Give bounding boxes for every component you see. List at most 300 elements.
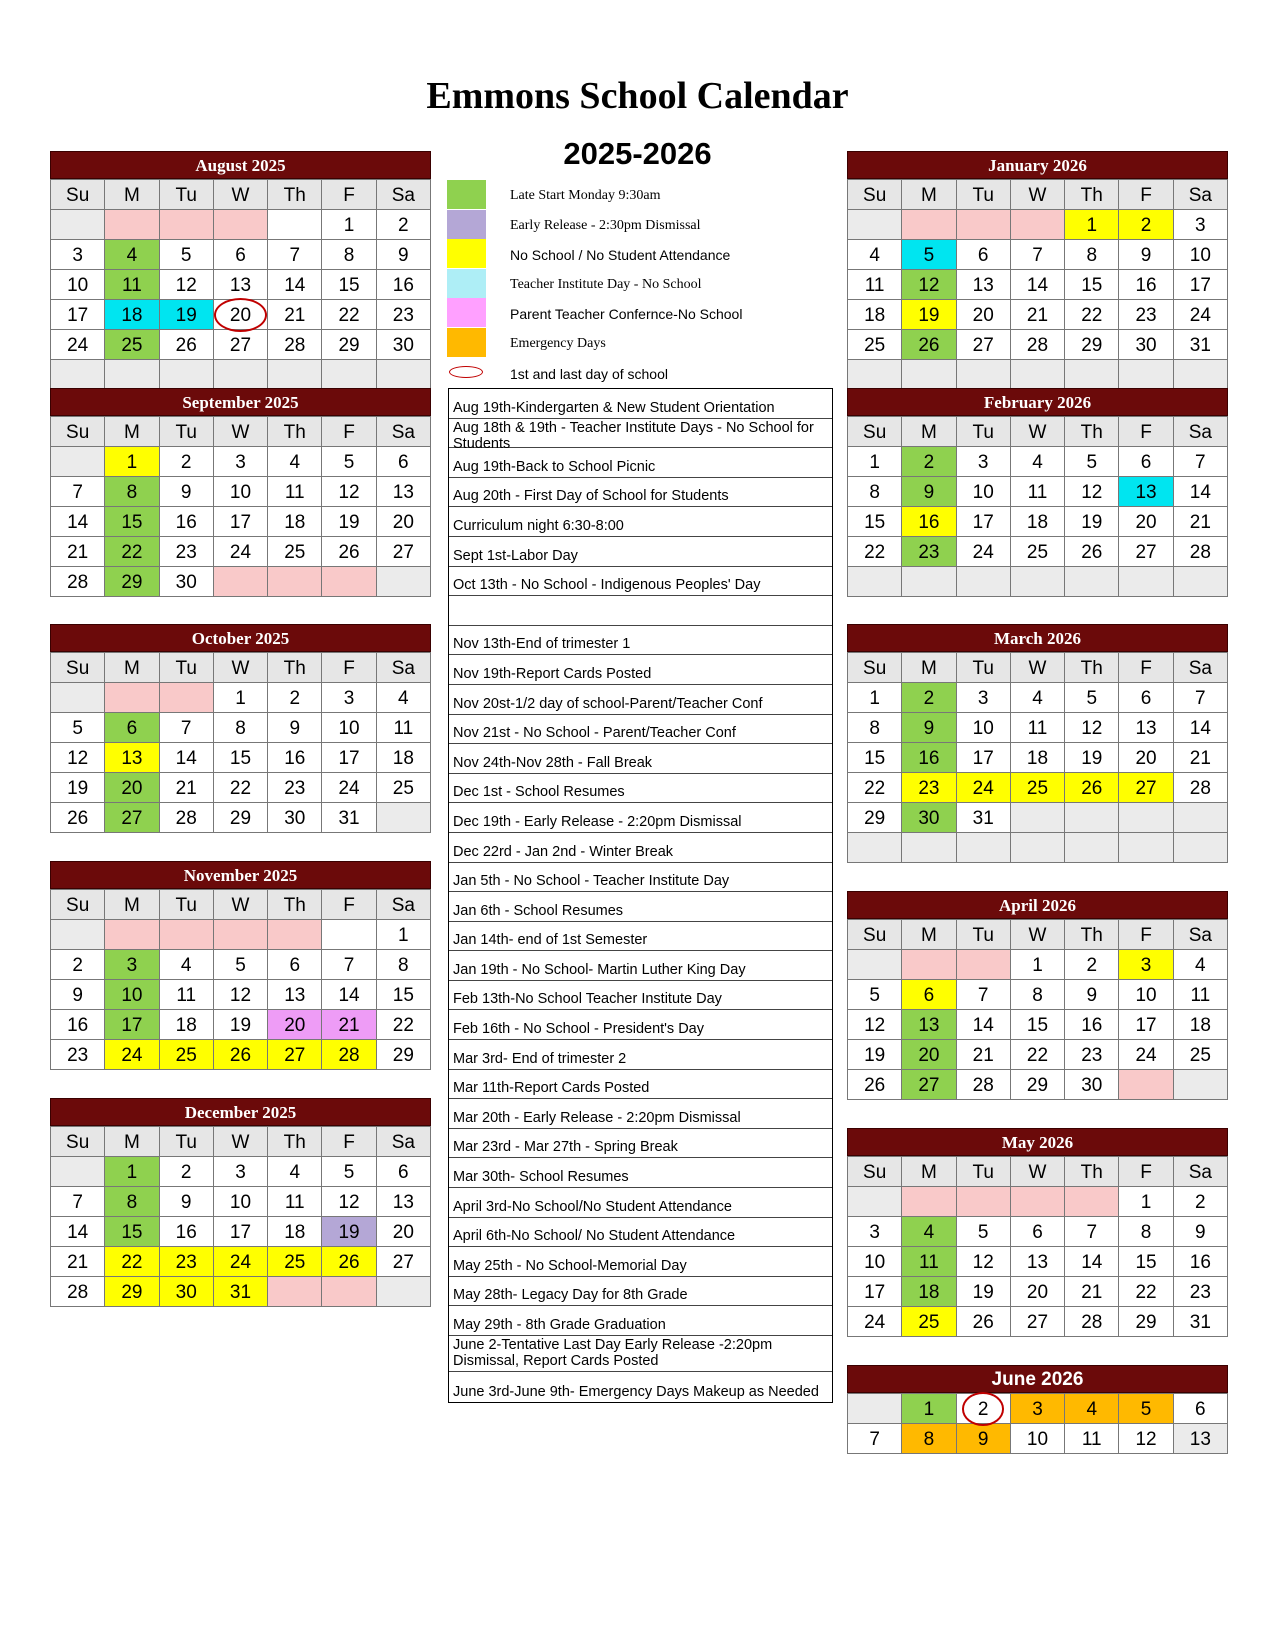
day-cell [268, 210, 322, 240]
day-cell: 5 [1065, 683, 1119, 713]
week-row [848, 210, 1228, 240]
day-cell: 1 [848, 447, 902, 477]
day-cell: 26 [322, 537, 376, 567]
day-cell [848, 1187, 902, 1217]
day-cell: 12 [1119, 1424, 1173, 1454]
month-grid [50, 416, 431, 597]
day-cell: 8 [213, 713, 267, 743]
day-cell: 27 [213, 330, 267, 360]
month-may-2026 [847, 1128, 1228, 1337]
day-of-week-header: Sa [1173, 180, 1227, 210]
day-cell: 4 [1010, 683, 1064, 713]
day-cell [1119, 360, 1173, 390]
day-cell: 12 [848, 1010, 902, 1040]
legend-label: Emergency Days [510, 335, 606, 351]
event-row [449, 863, 832, 893]
event-row [449, 1218, 832, 1248]
day-cell: 12 [956, 1247, 1010, 1277]
day-cell: 8 [322, 240, 376, 270]
day-cell: 22 [105, 537, 159, 567]
day-cell [159, 360, 213, 390]
day-cell [902, 567, 956, 597]
event-row [449, 1372, 832, 1402]
day-cell: 3 [213, 1157, 267, 1187]
day-cell: 28 [1173, 773, 1227, 803]
day-cell: 30 [1119, 330, 1173, 360]
day-cell [1119, 833, 1173, 863]
day-of-week-header: Su [848, 180, 902, 210]
day-cell: 4 [1010, 447, 1064, 477]
day-cell: 20 [902, 1040, 956, 1070]
day-cell: 28 [1010, 330, 1064, 360]
day-cell: 7 [1173, 683, 1227, 713]
day-cell: 28 [1065, 1307, 1119, 1337]
week-row [51, 803, 431, 833]
day-cell: 22 [1010, 1040, 1064, 1070]
event-text: Dec 1st - School Resumes [453, 784, 625, 801]
legend-teacher-institute [447, 269, 827, 299]
day-cell: 4 [268, 447, 322, 477]
event-text: Aug 20th - First Day of School for Students [453, 488, 729, 505]
day-of-week-header: M [902, 180, 956, 210]
day-cell: 9 [268, 713, 322, 743]
day-cell: 4 [902, 1217, 956, 1247]
day-cell: 27 [1119, 537, 1173, 567]
legend-label: Late Start Monday 9:30am [510, 188, 661, 203]
day-of-week-header: F [322, 417, 376, 447]
day-cell [105, 920, 159, 950]
legend-label: Parent Teacher Confernce-No School [510, 306, 743, 323]
event-text: May 25th - No School-Memorial Day [453, 1257, 687, 1274]
week-row [848, 300, 1228, 330]
day-cell: 6 [1173, 1394, 1227, 1424]
day-cell: 5 [1119, 1394, 1173, 1424]
event-row [449, 1306, 832, 1336]
day-cell: 2 [51, 950, 105, 980]
day-cell: 11 [1010, 477, 1064, 507]
event-text: Feb 16th - No School - President's Day [453, 1021, 704, 1038]
day-cell: 23 [1173, 1277, 1227, 1307]
day-cell [1173, 1070, 1227, 1100]
day-of-week-header: Sa [376, 1127, 430, 1157]
day-cell: 28 [51, 1277, 105, 1307]
day-cell: 20 [1119, 507, 1173, 537]
day-of-week-header: Sa [376, 890, 430, 920]
week-row [848, 507, 1228, 537]
day-cell: 19 [902, 300, 956, 330]
month-grid [847, 179, 1228, 390]
day-cell: 14 [1173, 713, 1227, 743]
day-of-week-header: M [105, 417, 159, 447]
day-cell [322, 567, 376, 597]
day-cell: 10 [848, 1247, 902, 1277]
event-text: Dec 19th - Early Release - 2:20pm Dismissal [453, 813, 742, 830]
week-row [51, 360, 431, 390]
month-december-2025 [50, 1098, 431, 1307]
day-cell: 5 [322, 1157, 376, 1187]
day-cell: 25 [848, 330, 902, 360]
day-cell: 29 [1065, 330, 1119, 360]
event-row [449, 567, 832, 597]
day-cell: 18 [1173, 1010, 1227, 1040]
day-cell: 2 [159, 447, 213, 477]
day-of-week-header: W [1010, 1157, 1064, 1187]
teacher-institute-swatch [447, 269, 486, 298]
day-of-week-header: M [105, 1127, 159, 1157]
day-cell: 1 [376, 920, 430, 950]
event-text: Aug 19th-Back to School Picnic [453, 458, 656, 475]
day-cell: 24 [213, 1247, 267, 1277]
event-row [449, 626, 832, 656]
first-last-day-marker: 20 [224, 303, 257, 329]
week-row [848, 1040, 1228, 1070]
day-cell: 13 [376, 1187, 430, 1217]
day-cell: 7 [51, 1187, 105, 1217]
day-cell: 6 [902, 980, 956, 1010]
day-of-week-header: W [213, 890, 267, 920]
day-cell: 17 [213, 1217, 267, 1247]
day-cell: 25 [1173, 1040, 1227, 1070]
week-row [51, 477, 431, 507]
day-cell: 17 [956, 743, 1010, 773]
day-cell: 27 [902, 1070, 956, 1100]
day-cell: 1 [1119, 1187, 1173, 1217]
event-row [449, 1247, 832, 1277]
legend-late-start [447, 180, 827, 210]
day-of-week-header: Th [268, 653, 322, 683]
day-cell: 26 [1065, 537, 1119, 567]
week-row [51, 950, 431, 980]
day-cell: 11 [1065, 1424, 1119, 1454]
day-cell: 26 [1065, 773, 1119, 803]
day-cell: 10 [213, 477, 267, 507]
day-cell [902, 833, 956, 863]
event-text: Jan 6th - School Resumes [453, 902, 624, 919]
parent-teacher-swatch [447, 298, 486, 327]
day-cell: 15 [1010, 1010, 1064, 1040]
day-cell: 26 [322, 1247, 376, 1277]
day-cell: 27 [105, 803, 159, 833]
day-of-week-header: Tu [159, 1127, 213, 1157]
day-cell: 10 [51, 270, 105, 300]
day-of-week-header: Tu [159, 890, 213, 920]
day-cell: 13 [376, 477, 430, 507]
day-cell: 19 [51, 773, 105, 803]
day-cell: 6 [376, 1157, 430, 1187]
month-grid [847, 1156, 1228, 1337]
day-cell: 2 [1119, 210, 1173, 240]
day-cell: 21 [51, 1247, 105, 1277]
day-cell: 7 [956, 980, 1010, 1010]
day-cell: 28 [268, 330, 322, 360]
week-row [51, 920, 431, 950]
emergency-swatch [447, 328, 486, 357]
day-of-week-header: Su [51, 180, 105, 210]
day-cell: 19 [322, 1217, 376, 1247]
month-title: April 2026 [847, 891, 1228, 919]
day-cell: 5 [213, 950, 267, 980]
day-cell: 24 [956, 537, 1010, 567]
day-of-week-header: Su [51, 653, 105, 683]
day-cell [1010, 803, 1064, 833]
day-cell: 17 [956, 507, 1010, 537]
day-cell: 23 [902, 537, 956, 567]
day-cell: 5 [848, 980, 902, 1010]
day-cell: 16 [268, 743, 322, 773]
day-cell [376, 1277, 430, 1307]
day-cell: 5 [902, 240, 956, 270]
month-november-2025 [50, 861, 431, 1070]
day-cell: 23 [159, 537, 213, 567]
event-row [449, 389, 832, 419]
week-row [848, 1277, 1228, 1307]
day-cell: 8 [848, 477, 902, 507]
day-cell: 3 [1119, 950, 1173, 980]
oval-icon [449, 366, 483, 378]
day-of-week-header: W [1010, 920, 1064, 950]
day-cell: 9 [376, 240, 430, 270]
day-cell: 13 [902, 1010, 956, 1040]
day-cell: 30 [159, 567, 213, 597]
week-row [848, 1070, 1228, 1100]
day-cell [213, 300, 267, 330]
day-of-week-header: Sa [376, 417, 430, 447]
week-row [51, 683, 431, 713]
day-cell: 13 [213, 270, 267, 300]
day-of-week-header: M [902, 920, 956, 950]
day-cell: 29 [1119, 1307, 1173, 1337]
day-of-week-header: M [105, 653, 159, 683]
day-cell: 26 [848, 1070, 902, 1100]
day-of-week-header: F [322, 653, 376, 683]
day-of-week-header: W [213, 1127, 267, 1157]
event-text: June 3rd-June 9th- Emergency Days Makeup as Needed [453, 1383, 819, 1400]
week-row [848, 360, 1228, 390]
day-cell: 14 [1173, 477, 1227, 507]
day-cell: 9 [956, 1424, 1010, 1454]
week-row [848, 743, 1228, 773]
day-cell: 21 [322, 1010, 376, 1040]
day-cell: 29 [376, 1040, 430, 1070]
event-row [449, 478, 832, 508]
day-cell: 25 [268, 1247, 322, 1277]
month-april-2026 [847, 891, 1228, 1100]
day-cell: 10 [1119, 980, 1173, 1010]
day-cell: 18 [105, 300, 159, 330]
day-cell: 22 [1065, 300, 1119, 330]
day-cell: 7 [268, 240, 322, 270]
month-title: December 2025 [50, 1098, 431, 1126]
day-cell [1065, 1187, 1119, 1217]
day-cell: 27 [376, 1247, 430, 1277]
day-of-week-header: Su [848, 1157, 902, 1187]
event-text: Nov 20st-1/2 day of school-Parent/Teacher Conf [453, 695, 763, 712]
day-cell: 27 [956, 330, 1010, 360]
day-cell: 2 [159, 1157, 213, 1187]
day-cell: 29 [848, 803, 902, 833]
day-cell [159, 210, 213, 240]
event-text: Dec 22rd - Jan 2nd - Winter Break [453, 843, 674, 860]
day-cell: 15 [1119, 1247, 1173, 1277]
day-cell: 28 [159, 803, 213, 833]
event-text: Jan 5th - No School - Teacher Institute Day [453, 873, 730, 890]
day-cell: 9 [159, 477, 213, 507]
day-cell: 20 [376, 1217, 430, 1247]
day-cell: 16 [902, 743, 956, 773]
day-cell: 11 [159, 980, 213, 1010]
day-cell: 20 [376, 507, 430, 537]
month-title: February 2026 [847, 388, 1228, 416]
day-cell: 24 [848, 1307, 902, 1337]
day-cell: 8 [848, 713, 902, 743]
day-cell: 3 [1010, 1394, 1064, 1424]
day-cell [848, 1394, 902, 1424]
day-of-week-header: Sa [1173, 1157, 1227, 1187]
day-of-week-header: Sa [1173, 653, 1227, 683]
event-text: Sept 1st-Labor Day [453, 547, 578, 564]
day-cell: 31 [1173, 330, 1227, 360]
day-of-week-header: F [1119, 1157, 1173, 1187]
day-cell: 25 [1010, 537, 1064, 567]
day-cell [902, 210, 956, 240]
day-of-week-header: F [322, 1127, 376, 1157]
day-of-week-header: Th [1065, 920, 1119, 950]
school-year: 2025-2026 [563, 136, 712, 171]
event-row [449, 833, 832, 863]
day-cell: 19 [322, 507, 376, 537]
week-row [51, 330, 431, 360]
day-cell: 13 [1010, 1247, 1064, 1277]
day-cell: 6 [376, 447, 430, 477]
event-text: April 3rd-No School/No Student Attendance [453, 1198, 732, 1215]
week-row [848, 683, 1228, 713]
day-cell: 7 [322, 950, 376, 980]
day-cell: 3 [848, 1217, 902, 1247]
day-cell [51, 447, 105, 477]
day-cell: 9 [1173, 1217, 1227, 1247]
early-release-swatch [447, 210, 486, 239]
month-grid [847, 1393, 1228, 1454]
day-cell: 11 [1010, 713, 1064, 743]
day-of-week-header: F [1119, 417, 1173, 447]
event-row [449, 1188, 832, 1218]
day-cell: 3 [956, 447, 1010, 477]
day-cell: 7 [159, 713, 213, 743]
day-of-week-header: Th [268, 1127, 322, 1157]
week-row [51, 1010, 431, 1040]
event-row [449, 1336, 832, 1372]
day-cell: 15 [376, 980, 430, 1010]
legend-label: No School / No Student Attendance [510, 247, 731, 264]
event-text: May 28th- Legacy Day for 8th Grade [453, 1287, 688, 1304]
day-cell [322, 920, 376, 950]
day-cell: 2 [902, 683, 956, 713]
day-cell: 10 [213, 1187, 267, 1217]
day-cell: 15 [213, 743, 267, 773]
day-cell: 9 [1065, 980, 1119, 1010]
day-cell [1173, 360, 1227, 390]
month-grid [50, 179, 431, 390]
day-cell: 3 [105, 950, 159, 980]
day-cell: 19 [1065, 743, 1119, 773]
day-cell: 16 [51, 1010, 105, 1040]
day-cell: 11 [1173, 980, 1227, 1010]
day-cell: 25 [268, 537, 322, 567]
day-cell [1119, 567, 1173, 597]
day-cell: 30 [1065, 1070, 1119, 1100]
event-row [449, 1277, 832, 1307]
event-text: Aug 19th-Kindergarten & New Student Orientation [453, 399, 775, 416]
day-cell: 14 [159, 743, 213, 773]
day-of-week-header: W [1010, 417, 1064, 447]
event-row [449, 1099, 832, 1129]
day-of-week-header: Tu [956, 653, 1010, 683]
day-of-week-header: Th [1065, 417, 1119, 447]
event-text: May 29th - 8th Grade Graduation [453, 1317, 666, 1333]
day-cell: 5 [322, 447, 376, 477]
day-cell [322, 1277, 376, 1307]
week-row [51, 300, 431, 330]
day-cell: 20 [1010, 1277, 1064, 1307]
day-cell: 14 [322, 980, 376, 1010]
day-cell: 19 [848, 1040, 902, 1070]
day-cell [956, 567, 1010, 597]
day-of-week-header: Th [1065, 1157, 1119, 1187]
day-cell [159, 683, 213, 713]
day-of-week-header: Th [268, 180, 322, 210]
day-of-week-header: W [213, 417, 267, 447]
day-cell: 22 [376, 1010, 430, 1040]
day-cell: 18 [268, 507, 322, 537]
event-text: Mar 3rd- End of trimester 2 [453, 1050, 627, 1067]
week-row [51, 507, 431, 537]
week-row [51, 567, 431, 597]
day-cell: 29 [1010, 1070, 1064, 1100]
event-row [449, 596, 832, 626]
day-cell [213, 920, 267, 950]
week-row [51, 980, 431, 1010]
day-cell: 9 [159, 1187, 213, 1217]
day-of-week-header: Sa [1173, 920, 1227, 950]
day-cell [1173, 567, 1227, 597]
day-cell: 1 [902, 1394, 956, 1424]
day-of-week-header: F [322, 890, 376, 920]
day-cell: 28 [51, 567, 105, 597]
day-cell: 11 [848, 270, 902, 300]
day-cell: 18 [268, 1217, 322, 1247]
event-text: Oct 13th - No School - Indigenous Peoples' Day [453, 577, 761, 594]
day-cell: 25 [376, 773, 430, 803]
event-row [449, 744, 832, 774]
day-of-week-header: Sa [376, 180, 430, 210]
day-cell: 17 [1173, 270, 1227, 300]
day-of-week-header: W [213, 653, 267, 683]
day-cell: 17 [322, 743, 376, 773]
month-january-2026 [847, 151, 1228, 390]
day-cell: 21 [956, 1040, 1010, 1070]
day-of-week-header: Th [268, 890, 322, 920]
day-cell: 6 [956, 240, 1010, 270]
day-cell: 8 [902, 1424, 956, 1454]
day-cell: 1 [848, 683, 902, 713]
day-cell: 22 [848, 773, 902, 803]
day-of-week-header: Su [848, 417, 902, 447]
month-february-2026 [847, 388, 1228, 597]
day-cell: 30 [376, 330, 430, 360]
day-cell [1010, 1187, 1064, 1217]
day-cell: 4 [268, 1157, 322, 1187]
day-cell: 20 [956, 300, 1010, 330]
